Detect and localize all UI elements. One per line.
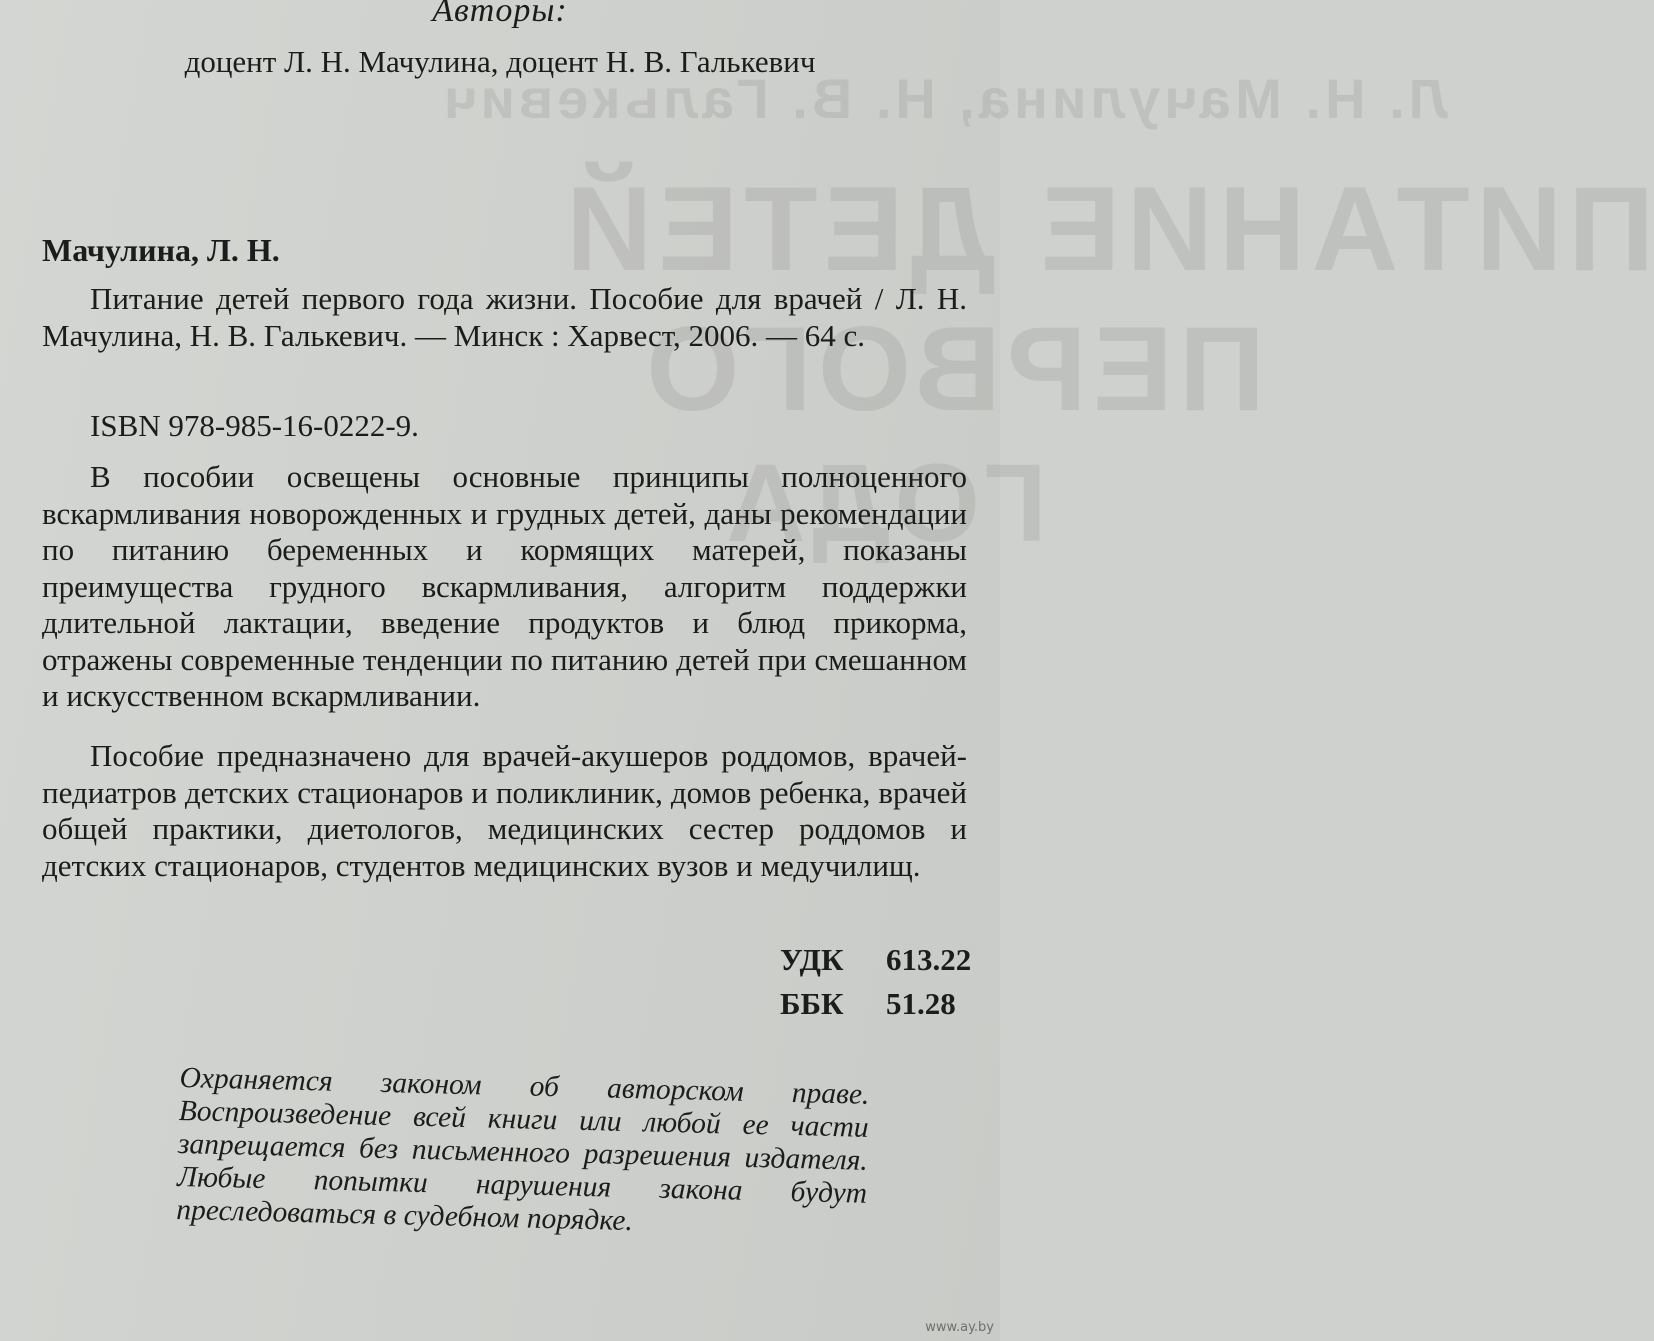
catalog-entry-heading: Мачулина, Л. Н. (42, 232, 280, 268)
authors-label: Авторы: (432, 0, 568, 29)
bbk-label: ББК (780, 986, 844, 1021)
bbk-value: 51.28 (886, 986, 956, 1021)
bbk-row (780, 982, 971, 1026)
authors-names: доцент Л. Н. Мачулина, доцент Н. В. Галькевич (184, 44, 816, 79)
isbn: ISBN 978-985-16-0222-9. (90, 408, 419, 443)
bibliographic-description: Питание детей первого года жизни. Пособие для врачей / Л. Н. Мачулина, Н. В. Галькевич. — Минск : Харвест, 2006. — 64 с. (42, 281, 967, 353)
show-through-text-2: ПИТАНИЕ ДЕТЕЙ (560, 162, 1654, 296)
udk-row (780, 938, 971, 982)
show-through-text-1: Л. Н. Мачулина, Н. В. Галькевич (440, 67, 1448, 130)
abstract-paragraph: В пособии освещены основные принципы полноценного вскармливания новорожденных и грудных детей, даны рекомендации по питанию беременных и кормящих матерей, показаны преимущества грудного вскармливания, алгоритм поддержки длительной лактации, введение продуктов и блюд прикорма, отражены современные тенденции по питанию детей при смешанном и искусственном вскармливании. (42, 459, 967, 713)
show-through-text-4: ГОДА (720, 442, 1047, 565)
udk-label: УДК (780, 942, 844, 977)
show-through-text-3: ПЕРВОГО (640, 302, 1266, 436)
udk-value: 613.22 (886, 942, 972, 977)
audience-paragraph: Пособие предназначено для врачей-акушеров роддомов, врачей-педиатров детских стационаров и поликлиник, домов ребенка, врачей общей практики, диетологов, медицинских сестер роддомов и детских стационаров, студентов медицинских вузов и медучилищ. (42, 738, 967, 883)
site-watermark: www.ay.by (925, 1320, 994, 1335)
copyright-notice: Охраняется законом об авторском праве. Воспроизведение всей книги или любой ее части запрещается без письменного разрешения издателя. Любые попытки нарушения закона будут преследоваться в судебном порядке. (175, 1062, 870, 1238)
classification-codes (780, 938, 971, 1026)
